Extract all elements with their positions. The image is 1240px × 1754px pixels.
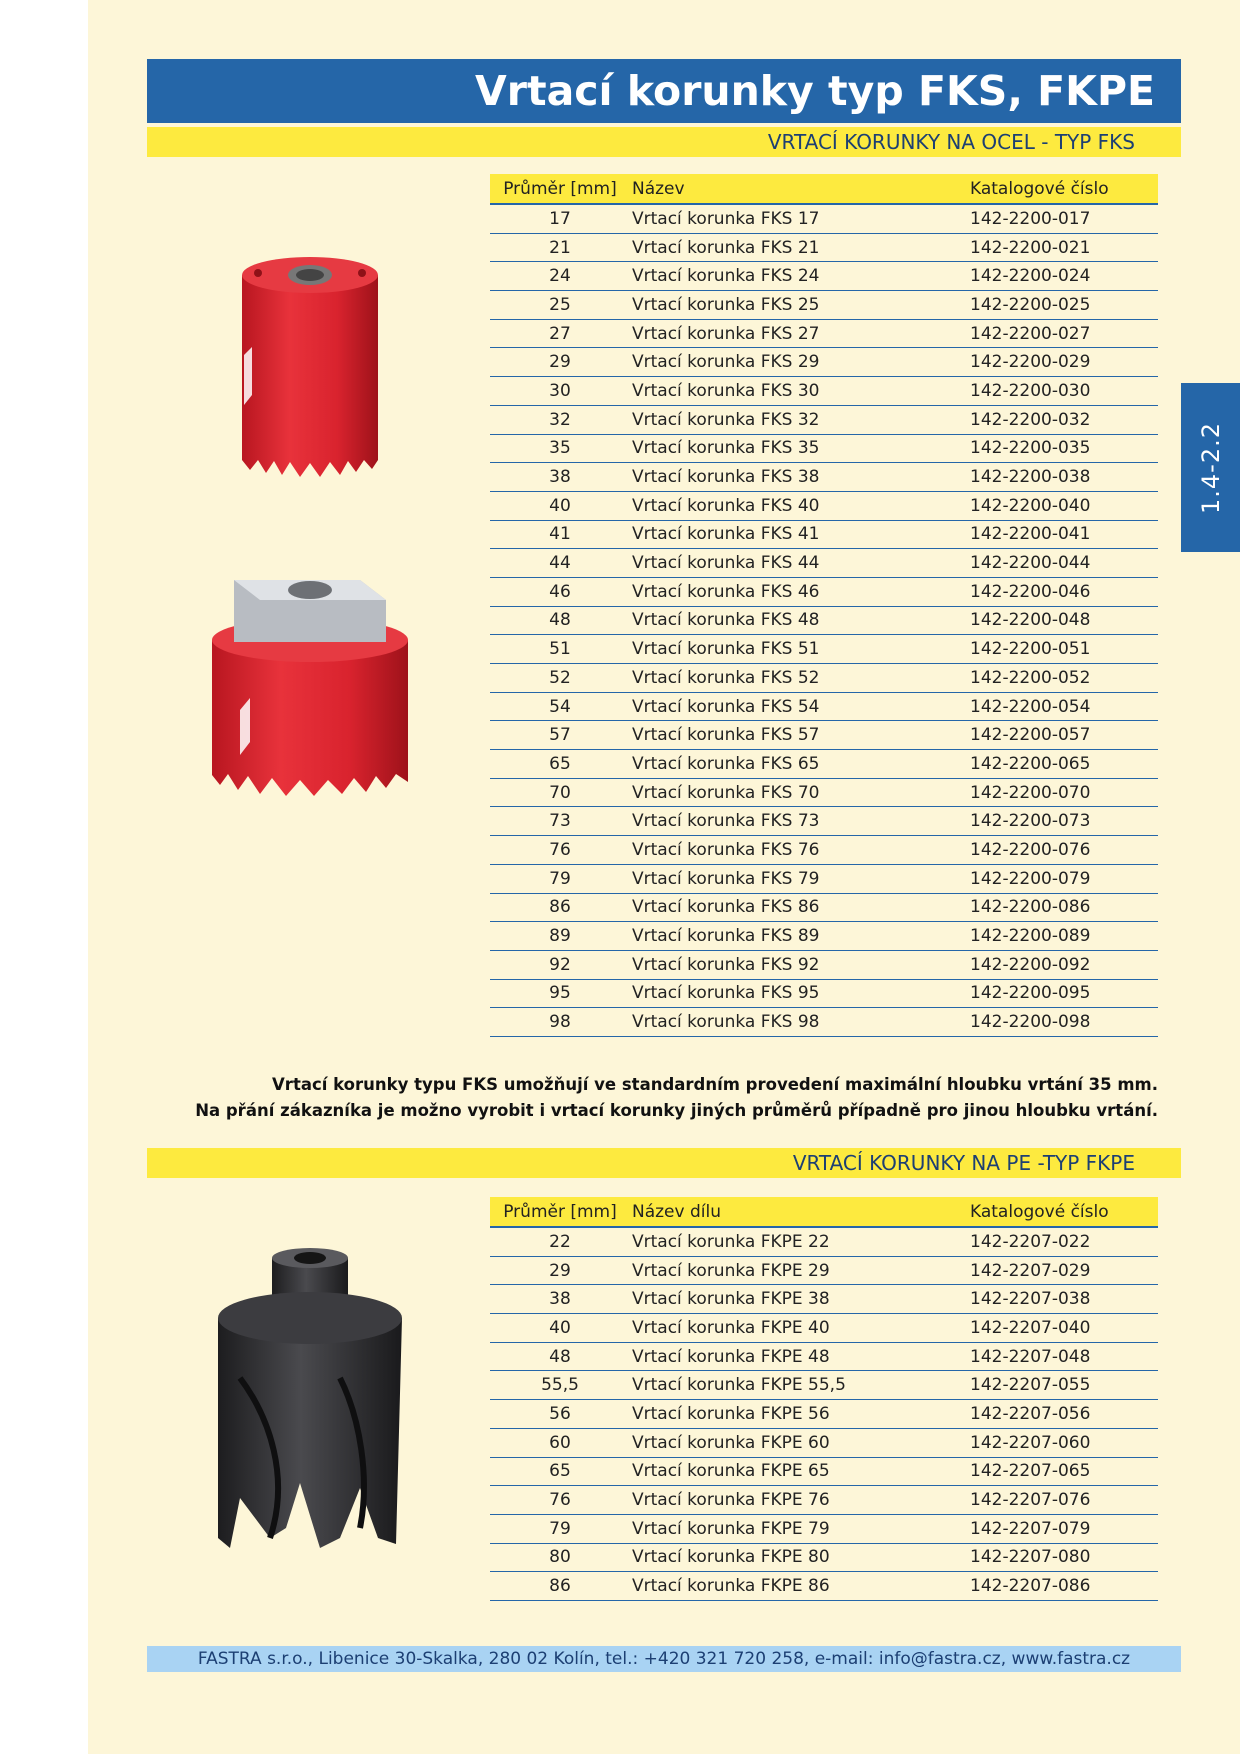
cell-name: Vrtací korunka FKS 51 (630, 635, 968, 664)
cell-name: Vrtací korunka FKS 57 (630, 721, 968, 750)
cell-catalog-number: 142-2200-040 (968, 491, 1158, 520)
cell-name: Vrtací korunka FKPE 38 (630, 1285, 968, 1314)
fks-hole-saw-image (230, 255, 390, 490)
cell-diameter: 38 (490, 463, 630, 492)
table-row (490, 262, 1158, 291)
cell-diameter: 51 (490, 635, 630, 664)
cell-diameter: 25 (490, 291, 630, 320)
cell-diameter: 65 (490, 750, 630, 779)
table-row (490, 463, 1158, 492)
cell-diameter: 65 (490, 1457, 630, 1486)
cell-catalog-number: 142-2200-021 (968, 233, 1158, 262)
table-row (490, 836, 1158, 865)
cell-diameter: 57 (490, 721, 630, 750)
cell-catalog-number: 142-2200-070 (968, 778, 1158, 807)
cell-catalog-number: 142-2200-029 (968, 348, 1158, 377)
section-title-fks: VRTACÍ KORUNKY NA OCEL - TYP FKS (147, 127, 1181, 157)
cell-name: Vrtací korunka FKS 30 (630, 377, 968, 406)
table-row (490, 864, 1158, 893)
cell-diameter: 55,5 (490, 1371, 630, 1400)
table-row (490, 1008, 1158, 1037)
fkpe-table (490, 1197, 1158, 1601)
table-row (490, 377, 1158, 406)
cell-diameter: 24 (490, 262, 630, 291)
page-title: Vrtací korunky typ FKS, FKPE (147, 59, 1181, 123)
cell-name: Vrtací korunka FKS 86 (630, 893, 968, 922)
table-row (490, 922, 1158, 951)
table-row (490, 1314, 1158, 1343)
table-row (490, 1400, 1158, 1429)
table-row (490, 778, 1158, 807)
cell-name: Vrtací korunka FKS 98 (630, 1008, 968, 1037)
cell-catalog-number: 142-2200-076 (968, 836, 1158, 865)
cell-diameter: 54 (490, 692, 630, 721)
cell-catalog-number: 142-2200-073 (968, 807, 1158, 836)
cell-name: Vrtací korunka FKS 25 (630, 291, 968, 320)
footer-contact: FASTRA s.r.o., Libenice 30-Skalka, 280 02 Kolín, tel.: +420 321 720 258, e-mail: info@fastra.cz, www.fastra.cz (147, 1646, 1181, 1672)
cell-diameter: 80 (490, 1543, 630, 1572)
header-part-name: Název dílu (630, 1197, 968, 1227)
cell-diameter: 95 (490, 979, 630, 1008)
table-row (490, 1371, 1158, 1400)
fkpe-hole-saw-image (210, 1248, 410, 1563)
cell-catalog-number: 142-2207-022 (968, 1227, 1158, 1256)
cell-name: Vrtací korunka FKS 70 (630, 778, 968, 807)
chapter-tab-label: 1.4-2.2 (1196, 421, 1225, 514)
cell-diameter: 76 (490, 836, 630, 865)
cell-name: Vrtací korunka FKS 40 (630, 491, 968, 520)
cell-name: Vrtací korunka FKS 54 (630, 692, 968, 721)
cell-catalog-number: 142-2200-041 (968, 520, 1158, 549)
cell-diameter: 38 (490, 1285, 630, 1314)
table-row (490, 549, 1158, 578)
cell-name: Vrtací korunka FKPE 86 (630, 1572, 968, 1601)
cell-catalog-number: 142-2200-025 (968, 291, 1158, 320)
cell-diameter: 92 (490, 950, 630, 979)
cell-catalog-number: 142-2200-052 (968, 664, 1158, 693)
table-row (490, 491, 1158, 520)
cell-catalog-number: 142-2200-017 (968, 204, 1158, 233)
cell-diameter: 29 (490, 348, 630, 377)
header-diameter: Průměr [mm] (490, 1197, 630, 1227)
cell-diameter: 60 (490, 1428, 630, 1457)
table-row (490, 635, 1158, 664)
cell-name: Vrtací korunka FKS 65 (630, 750, 968, 779)
cell-name: Vrtací korunka FKS 29 (630, 348, 968, 377)
cell-name: Vrtací korunka FKS 92 (630, 950, 968, 979)
cell-diameter: 46 (490, 577, 630, 606)
cell-diameter: 48 (490, 1342, 630, 1371)
cell-diameter: 29 (490, 1256, 630, 1285)
cell-name: Vrtací korunka FKS 79 (630, 864, 968, 893)
cell-name: Vrtací korunka FKS 89 (630, 922, 968, 951)
table-row (490, 1342, 1158, 1371)
table-row (490, 893, 1158, 922)
cell-catalog-number: 142-2207-056 (968, 1400, 1158, 1429)
header-diameter: Průměr [mm] (490, 174, 630, 204)
cell-catalog-number: 142-2207-060 (968, 1428, 1158, 1457)
cell-catalog-number: 142-2200-054 (968, 692, 1158, 721)
cell-catalog-number: 142-2200-057 (968, 721, 1158, 750)
table-row (490, 750, 1158, 779)
table-row (490, 664, 1158, 693)
cell-catalog-number: 142-2200-092 (968, 950, 1158, 979)
cell-diameter: 79 (490, 1514, 630, 1543)
table-row (490, 1256, 1158, 1285)
cell-catalog-number: 142-2200-086 (968, 893, 1158, 922)
cell-name: Vrtací korunka FKS 24 (630, 262, 968, 291)
cell-diameter: 70 (490, 778, 630, 807)
cell-diameter: 44 (490, 549, 630, 578)
cell-catalog-number: 142-2200-044 (968, 549, 1158, 578)
cell-name: Vrtací korunka FKS 44 (630, 549, 968, 578)
table-row (490, 319, 1158, 348)
table-row (490, 1543, 1158, 1572)
cell-diameter: 21 (490, 233, 630, 262)
cell-catalog-number: 142-2207-065 (968, 1457, 1158, 1486)
cell-name: Vrtací korunka FKS 38 (630, 463, 968, 492)
header-catalog-number: Katalogové číslo (968, 1197, 1158, 1227)
cell-diameter: 17 (490, 204, 630, 233)
cell-diameter: 73 (490, 807, 630, 836)
chapter-tab (1181, 383, 1240, 552)
cell-catalog-number: 142-2200-027 (968, 319, 1158, 348)
cell-catalog-number: 142-2200-065 (968, 750, 1158, 779)
cell-name: Vrtací korunka FKPE 22 (630, 1227, 968, 1256)
fks-note (150, 1072, 1158, 1124)
cell-diameter: 76 (490, 1486, 630, 1515)
cell-name: Vrtací korunka FKS 41 (630, 520, 968, 549)
cell-name: Vrtací korunka FKS 27 (630, 319, 968, 348)
table-row (490, 348, 1158, 377)
table-row (490, 204, 1158, 233)
cell-diameter: 86 (490, 893, 630, 922)
cell-diameter: 41 (490, 520, 630, 549)
cell-diameter: 40 (490, 491, 630, 520)
table-row (490, 520, 1158, 549)
cell-diameter: 32 (490, 405, 630, 434)
table-row (490, 1227, 1158, 1256)
cell-catalog-number: 142-2200-038 (968, 463, 1158, 492)
cell-catalog-number: 142-2207-086 (968, 1572, 1158, 1601)
fks-note-line-2: Na přání zákazníka je možno vyrobit i vrtací korunky jiných průměrů případně pro jinou hloubku vrtání. (195, 1101, 1158, 1120)
cell-diameter: 86 (490, 1572, 630, 1601)
cell-diameter: 79 (490, 864, 630, 893)
cell-name: Vrtací korunka FKPE 55,5 (630, 1371, 968, 1400)
cell-diameter: 30 (490, 377, 630, 406)
cell-catalog-number: 142-2207-029 (968, 1256, 1158, 1285)
cell-name: Vrtací korunka FKS 35 (630, 434, 968, 463)
table-row (490, 1572, 1158, 1601)
cell-name: Vrtací korunka FKPE 29 (630, 1256, 968, 1285)
table-row (490, 577, 1158, 606)
table-row (490, 1285, 1158, 1314)
cell-catalog-number: 142-2200-089 (968, 922, 1158, 951)
cell-catalog-number: 142-2207-076 (968, 1486, 1158, 1515)
cell-name: Vrtací korunka FKPE 60 (630, 1428, 968, 1457)
cell-name: Vrtací korunka FKS 32 (630, 405, 968, 434)
table-row (490, 405, 1158, 434)
fks-hole-saw-adapter-image (210, 570, 410, 810)
cell-catalog-number: 142-2200-048 (968, 606, 1158, 635)
cell-name: Vrtací korunka FKS 95 (630, 979, 968, 1008)
cell-catalog-number: 142-2200-035 (968, 434, 1158, 463)
table-row (490, 434, 1158, 463)
cell-catalog-number: 142-2200-032 (968, 405, 1158, 434)
header-catalog-number: Katalogové číslo (968, 174, 1158, 204)
cell-catalog-number: 142-2200-079 (968, 864, 1158, 893)
table-row (490, 692, 1158, 721)
cell-diameter: 56 (490, 1400, 630, 1429)
cell-catalog-number: 142-2200-098 (968, 1008, 1158, 1037)
table-row (490, 1486, 1158, 1515)
cell-name: Vrtací korunka FKS 46 (630, 577, 968, 606)
cell-name: Vrtací korunka FKS 76 (630, 836, 968, 865)
cell-catalog-number: 142-2207-079 (968, 1514, 1158, 1543)
table-row (490, 979, 1158, 1008)
cell-name: Vrtací korunka FKS 73 (630, 807, 968, 836)
table-row (490, 606, 1158, 635)
cell-diameter: 52 (490, 664, 630, 693)
cell-name: Vrtací korunka FKPE 65 (630, 1457, 968, 1486)
cell-diameter: 89 (490, 922, 630, 951)
section-title-fkpe: VRTACÍ KORUNKY NA PE -TYP FKPE (147, 1148, 1181, 1178)
cell-name: Vrtací korunka FKS 48 (630, 606, 968, 635)
cell-diameter: 48 (490, 606, 630, 635)
table-row (490, 807, 1158, 836)
cell-name: Vrtací korunka FKPE 48 (630, 1342, 968, 1371)
cell-name: Vrtací korunka FKPE 40 (630, 1314, 968, 1343)
header-name: Název (630, 174, 968, 204)
cell-catalog-number: 142-2200-095 (968, 979, 1158, 1008)
table-row (490, 721, 1158, 750)
cell-name: Vrtací korunka FKS 52 (630, 664, 968, 693)
cell-name: Vrtací korunka FKPE 56 (630, 1400, 968, 1429)
cell-diameter: 40 (490, 1314, 630, 1343)
cell-name: Vrtací korunka FKPE 80 (630, 1543, 968, 1572)
cell-catalog-number: 142-2207-055 (968, 1371, 1158, 1400)
table-row (490, 1514, 1158, 1543)
cell-name: Vrtací korunka FKS 17 (630, 204, 968, 233)
fks-table (490, 174, 1158, 1037)
table-header-row (490, 1197, 1158, 1227)
cell-catalog-number: 142-2200-046 (968, 577, 1158, 606)
cell-diameter: 35 (490, 434, 630, 463)
cell-name: Vrtací korunka FKPE 79 (630, 1514, 968, 1543)
table-row (490, 1457, 1158, 1486)
cell-diameter: 22 (490, 1227, 630, 1256)
cell-catalog-number: 142-2207-040 (968, 1314, 1158, 1343)
cell-diameter: 98 (490, 1008, 630, 1037)
cell-name: Vrtací korunka FKS 21 (630, 233, 968, 262)
cell-catalog-number: 142-2207-048 (968, 1342, 1158, 1371)
cell-catalog-number: 142-2200-051 (968, 635, 1158, 664)
cell-catalog-number: 142-2200-030 (968, 377, 1158, 406)
table-row (490, 291, 1158, 320)
table-header-row (490, 174, 1158, 204)
cell-catalog-number: 142-2207-080 (968, 1543, 1158, 1572)
fks-note-line-1: Vrtací korunky typu FKS umožňují ve standardním provedení maximální hloubku vrtání 35 mm. (272, 1075, 1158, 1094)
table-row (490, 233, 1158, 262)
table-row (490, 950, 1158, 979)
cell-catalog-number: 142-2207-038 (968, 1285, 1158, 1314)
cell-catalog-number: 142-2200-024 (968, 262, 1158, 291)
table-row (490, 1428, 1158, 1457)
cell-diameter: 27 (490, 319, 630, 348)
cell-name: Vrtací korunka FKPE 76 (630, 1486, 968, 1515)
